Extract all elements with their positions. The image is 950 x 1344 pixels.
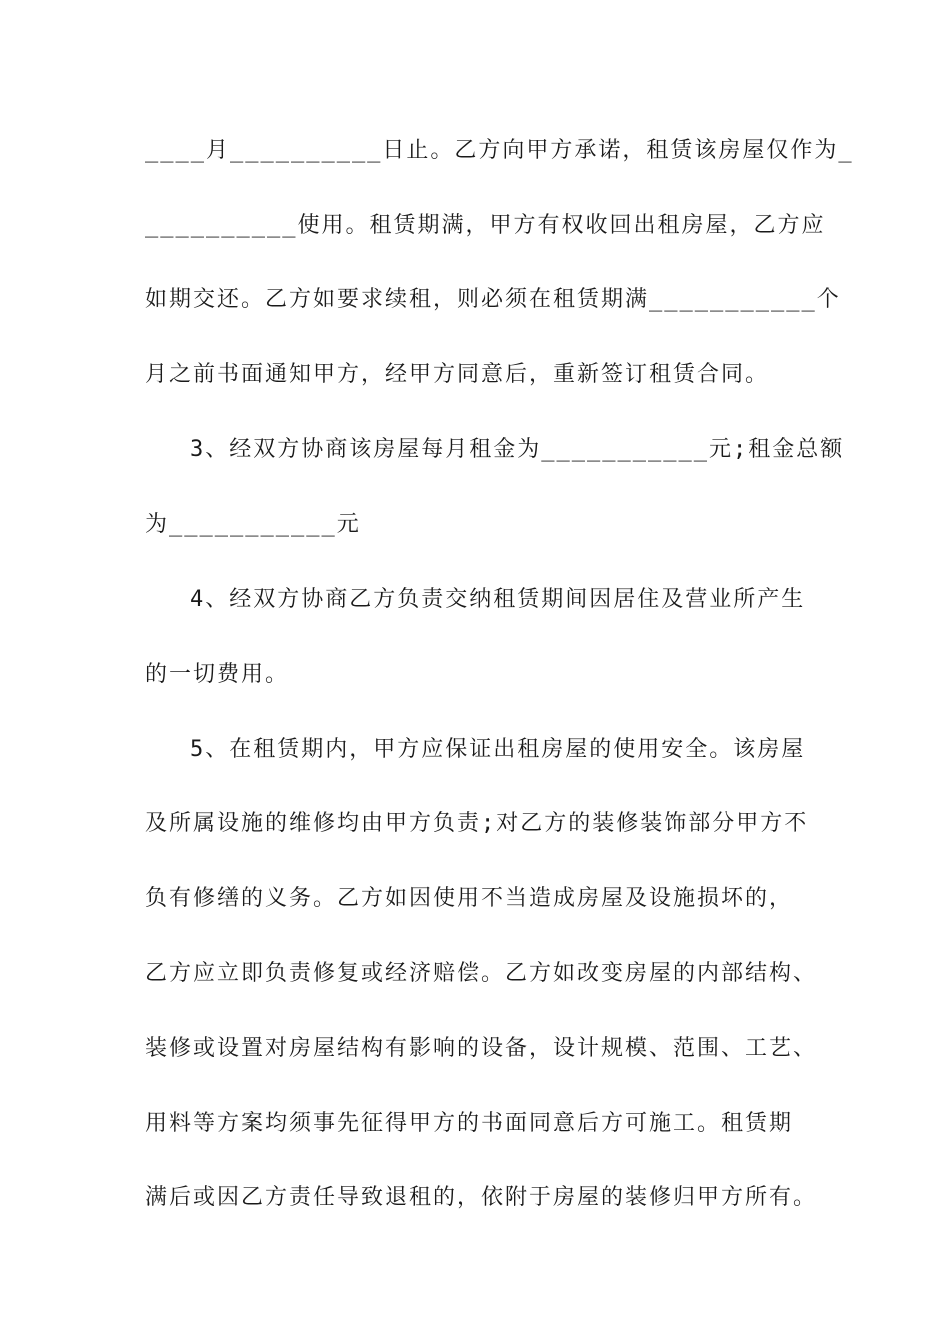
text-line: 用料等方案均须事先征得甲方的书面同意后方可施工。租赁期 xyxy=(145,1111,794,1136)
text-line: 装修或设置对房屋结构有影响的设备，设计规模、范围、工艺、 xyxy=(145,1036,818,1061)
text-line: 如期交还。乙方如要求续租，则必须在租赁期满___________个 xyxy=(145,287,841,312)
paragraph-3-line: 3、经双方协商该房屋每月租金为___________元;租金总额 xyxy=(190,437,845,462)
text-line: 为___________元 xyxy=(145,512,361,537)
text-line: 乙方应立即负责修复或经济赔偿。乙方如改变房屋的内部结构、 xyxy=(145,961,818,986)
text-line: 满后或因乙方责任导致退租的，依附于房屋的装修归甲方所有。 xyxy=(145,1185,818,1210)
text-line: 及所属设施的维修均由甲方负责;对乙方的装修装饰部分甲方不 xyxy=(145,811,809,836)
text-line: 的一切费用。 xyxy=(145,662,290,687)
text-line: __________使用。租赁期满，甲方有权收回出租房屋，乙方应 xyxy=(145,213,826,238)
paragraph-4-line: 4、经双方协商乙方负责交纳租赁期间因居住及营业所产生 xyxy=(190,587,806,612)
text-line: ____月__________日止。乙方向甲方承诺，租赁该房屋仅作为_ xyxy=(145,138,854,163)
paragraph-5-line: 5、在租赁期内，甲方应保证出租房屋的使用安全。该房屋 xyxy=(190,737,806,762)
text-line: 负有修缮的义务。乙方如因使用不当造成房屋及设施损坏的， xyxy=(145,886,794,911)
text-line: 月之前书面通知甲方，经甲方同意后，重新签订租赁合同。 xyxy=(145,362,770,387)
